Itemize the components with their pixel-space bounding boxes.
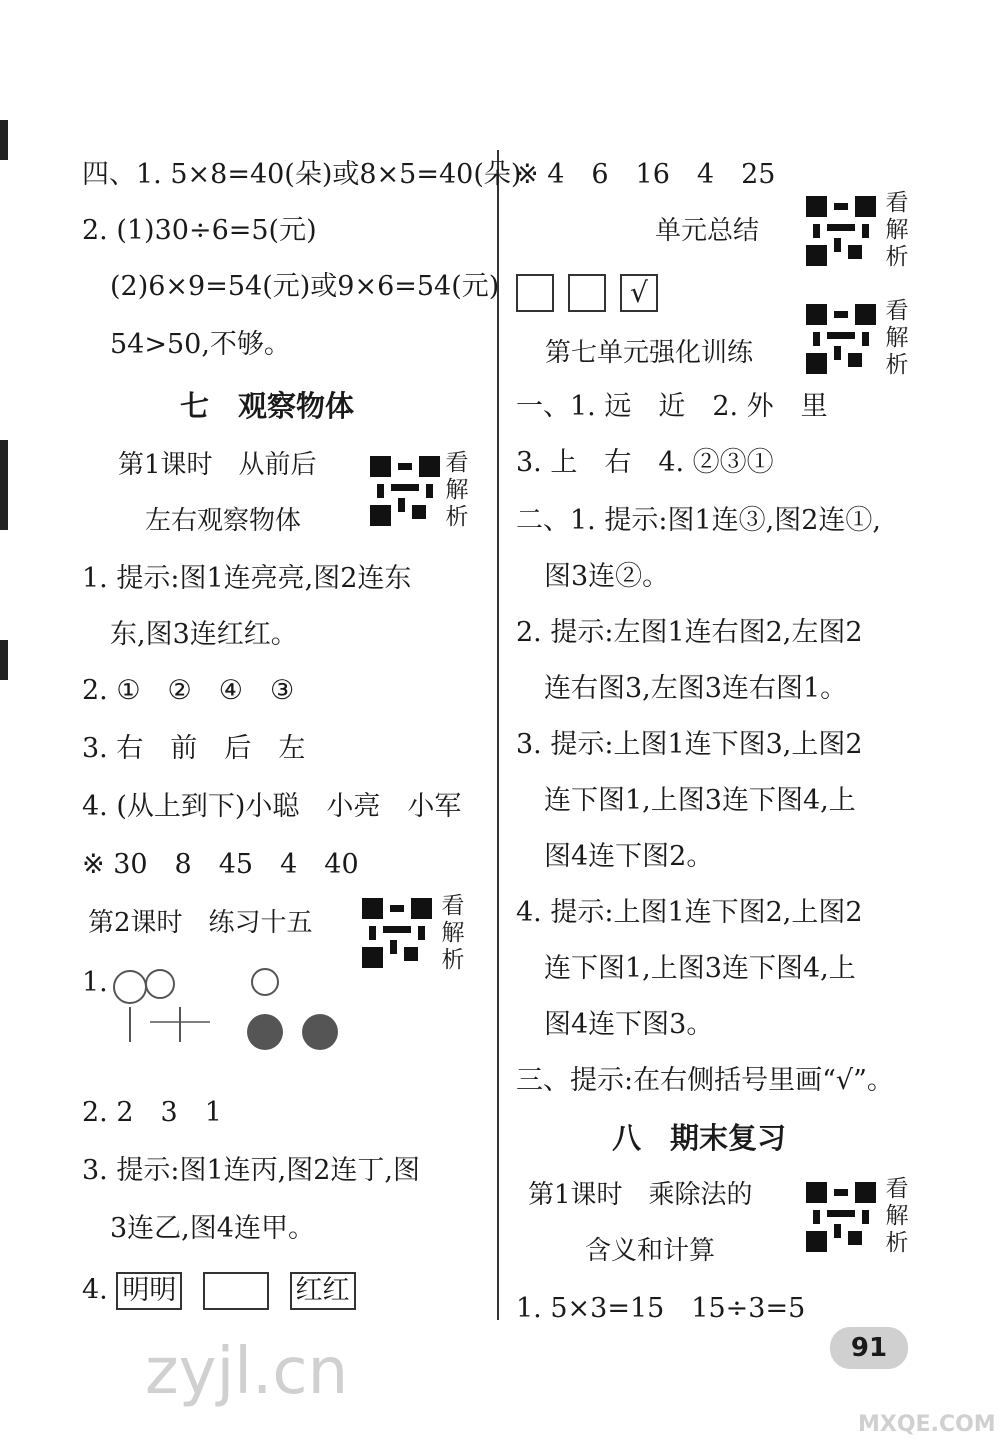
l1-star: ※ 30 8 45 4 40 <box>82 849 359 880</box>
lesson8-1-title-a: 第1课时 乘除法的 <box>528 1180 753 1210</box>
answer-tag-empty <box>203 1272 269 1310</box>
l2-q4-prefix: 4. <box>82 1274 108 1306</box>
page-number: 91 <box>830 1327 908 1369</box>
drill-2-2a: 2. 提示:左图1连右图2,左图2 <box>516 617 863 648</box>
check-box: √ <box>620 274 658 312</box>
unit7-drill-title: 第七单元强化训练 <box>545 338 754 368</box>
l2-q2: 2. 2 3 1 <box>82 1097 222 1128</box>
drill-2-1a: 二、1. 提示:图1连③,图2连①, <box>516 505 881 536</box>
qr-code-icon[interactable] <box>806 1182 876 1252</box>
watermark-main: zyjl.cn <box>145 1335 349 1409</box>
l1-q3: 3. 右 前 后 左 <box>82 733 306 764</box>
qr-code-icon[interactable] <box>370 456 440 526</box>
qr-label: 看解析 <box>885 298 909 378</box>
answer-s4-2c: 54>50,不够。 <box>110 329 291 360</box>
page-edge-mark <box>0 640 8 680</box>
l1-q1a: 1. 提示:图1连亮亮,图2连东 <box>82 563 412 594</box>
drill-2-1b: 图3连②。 <box>544 561 670 592</box>
exercise-1: 1. 5×3=15 15÷3=5 <box>516 1293 806 1324</box>
drill-2-3a: 3. 提示:上图1连下图3,上图2 <box>516 729 863 760</box>
star-top: ※ 4 6 16 4 25 <box>516 159 776 190</box>
drill-2-4a: 4. 提示:上图1连下图2,上图2 <box>516 897 863 928</box>
lesson8-1-title-b: 含义和计算 <box>585 1236 716 1266</box>
drill-2-4c: 图4连下图3。 <box>544 1009 714 1040</box>
qr-label: 看解析 <box>885 1176 909 1256</box>
answer-s4-1: 四、1. 5×8=40(朵)或8×5=40(朵) <box>82 159 522 190</box>
l1-q4: 4. (从上到下)小聪 小亮 小军 <box>82 791 462 822</box>
drill-2-3c: 图4连下图2。 <box>544 841 714 872</box>
empty-box <box>568 274 606 312</box>
l2-q4 <box>82 1272 368 1310</box>
drill-1b: 3. 上 右 4. ②③① <box>516 447 774 478</box>
answer-s4-2a: 2. (1)30÷6=5(元) <box>82 215 317 246</box>
qr-label: 看解析 <box>885 190 909 270</box>
qr-code-icon[interactable] <box>806 304 876 374</box>
watermark-corner: MXQE.COM <box>858 1412 996 1437</box>
children-illustration-icon <box>100 962 345 1057</box>
answer-tag-mingming: 明明 <box>116 1272 182 1310</box>
l1-q2: 2. ① ② ④ ③ <box>82 675 295 706</box>
drill-2-4b: 连下图1,上图3连下图4,上 <box>544 953 856 984</box>
drill-1: 一、1. 远 近 2. 外 里 <box>516 391 828 422</box>
qr-code-icon[interactable] <box>362 898 432 968</box>
l1-q1b: 东,图3连红红。 <box>110 619 298 650</box>
unit-summary-title: 单元总结 <box>655 216 760 246</box>
drill-3: 三、提示:在右侧括号里画“√”。 <box>516 1065 894 1096</box>
lesson2-title: 第2课时 练习十五 <box>88 908 313 938</box>
unit8-title: 八 期末复习 <box>612 1121 787 1155</box>
qr-label: 看解析 <box>441 893 465 973</box>
qr-code-icon[interactable] <box>806 196 876 266</box>
page-edge-mark <box>0 120 8 160</box>
empty-box <box>516 274 554 312</box>
lesson1-title-a: 第1课时 从前后 <box>118 450 317 480</box>
l2-q3b: 3连乙,图4连甲。 <box>110 1213 315 1244</box>
answer-tag-honghong: 红红 <box>290 1272 356 1310</box>
unit7-title: 七 观察物体 <box>180 389 355 423</box>
lesson1-title-b: 左右观察物体 <box>145 506 302 536</box>
drill-2-3b: 连下图1,上图3连下图4,上 <box>544 785 856 816</box>
page-edge-mark <box>0 440 8 530</box>
answer-s4-2b: (2)6×9=54(元)或9×6=54(元) <box>110 271 500 302</box>
drill-2-2b: 连右图3,左图3连右图1。 <box>544 673 848 704</box>
l2-q1: 1. <box>82 967 108 998</box>
column-divider <box>497 150 499 1320</box>
qr-label: 看解析 <box>445 450 469 530</box>
summary-checkboxes <box>516 274 658 312</box>
l2-q3a: 3. 提示:图1连丙,图2连丁,图 <box>82 1155 420 1186</box>
